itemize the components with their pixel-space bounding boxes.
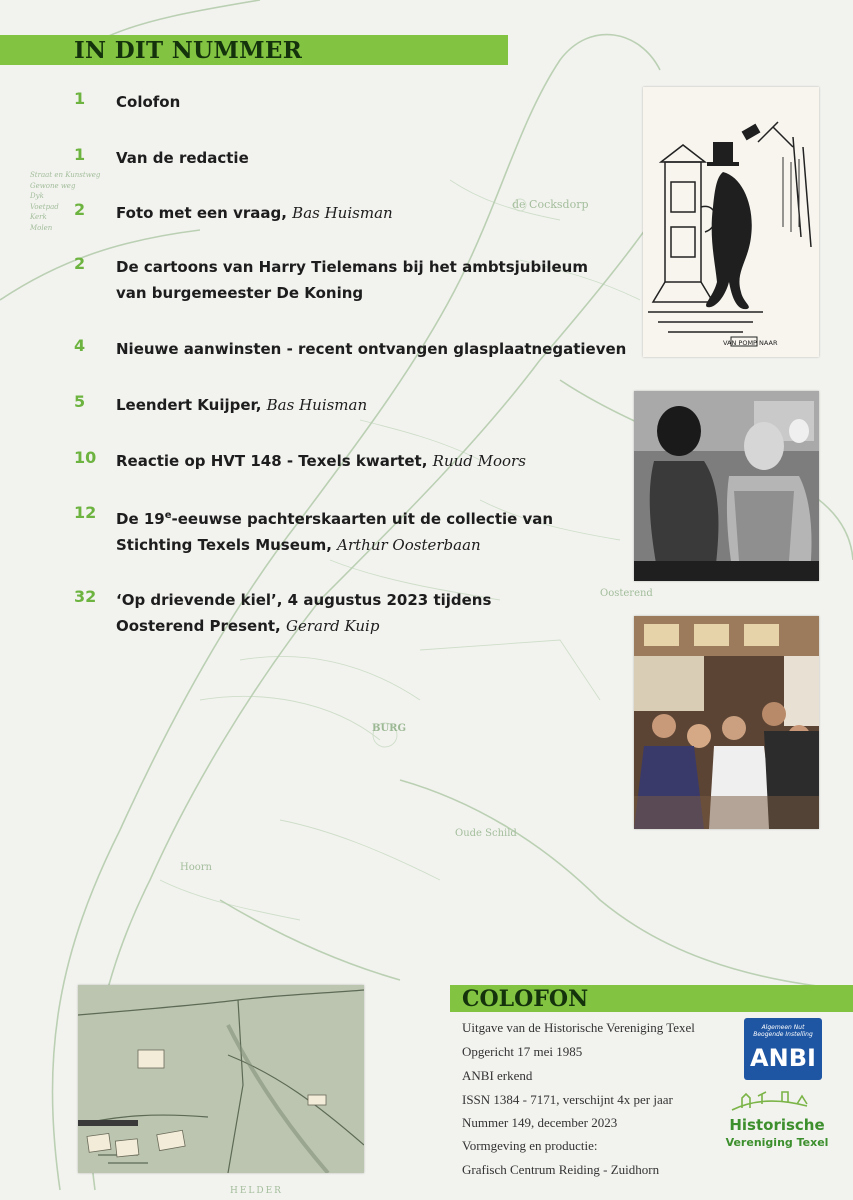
hvt-logo bbox=[722, 1086, 832, 1156]
colofon-line: Grafisch Centrum Reiding - Zuidhorn bbox=[462, 1162, 660, 1177]
map-label-oosterend: Oosterend bbox=[600, 588, 653, 599]
hvt-name: Historische bbox=[729, 1116, 825, 1134]
group-photo-scene bbox=[634, 616, 819, 829]
map-legend-item: Gewone weg bbox=[30, 181, 76, 190]
map-legend-item: Molen bbox=[30, 223, 53, 232]
toc-title: ‘Op drievende kiel’, 4 augustus 2023 tijdens Oosterend Present, Gerard Kuip bbox=[116, 591, 492, 635]
anbi-logo bbox=[744, 1018, 822, 1080]
colofon-line: ANBI erkend bbox=[462, 1068, 533, 1083]
cartoon-image bbox=[643, 87, 819, 357]
cartoon-drawing bbox=[643, 87, 819, 357]
toc-title: De 19e-eeuwse pachterskaarten uit de collectie van Stichting Texels Museum, Arthur Oosterbaan bbox=[116, 510, 554, 554]
map-legend-item: Dyk bbox=[30, 192, 44, 200]
toc-page-number: 4 bbox=[74, 336, 86, 355]
colofon-line: Opgericht 17 mei 1985 bbox=[462, 1044, 583, 1059]
hvt-logo-mark bbox=[722, 1086, 832, 1116]
map-legend-item: Voetpad bbox=[30, 202, 59, 211]
colofon-line: Uitgave van de Historische Vereniging Texel bbox=[462, 1020, 695, 1035]
toc-page-number: 32 bbox=[74, 587, 97, 606]
toc-page-number: 10 bbox=[74, 448, 97, 467]
toc-title: Reactie op HVT 148 - Texels kwartet, Ruud Moors bbox=[116, 452, 526, 470]
map-label-burg: BURG bbox=[372, 723, 407, 734]
map-fragment-image bbox=[78, 985, 364, 1173]
map-legend-item: Kerk bbox=[30, 213, 47, 221]
anbi-wordmark: ANBI bbox=[750, 1044, 816, 1072]
colofon-line: ISSN 1384 - 7171, verschijnt 4x per jaar bbox=[462, 1092, 673, 1107]
toc-page-number: 2 bbox=[74, 200, 86, 219]
toc-page-number: 1 bbox=[74, 145, 86, 164]
hvt-subname: Vereniging Texel bbox=[725, 1136, 829, 1149]
toc-title: Foto met een vraag, Bas Huisman bbox=[116, 204, 393, 222]
toc-title: Van de redactie bbox=[116, 149, 249, 167]
map-fragment-drawing bbox=[78, 985, 364, 1173]
toc-author: Arthur Oosterbaan bbox=[337, 536, 481, 554]
page-title: IN DIT NUMMER bbox=[74, 37, 303, 64]
toc-author: Ruud Moors bbox=[432, 452, 526, 470]
anbi-subtitle: Algemeen Nut bbox=[761, 1024, 805, 1031]
map-label-hoorn: Hoorn bbox=[180, 862, 212, 873]
anbi-subtitle: Beogende Instelling bbox=[753, 1031, 813, 1038]
toc-page-number: 1 bbox=[74, 89, 86, 108]
toc-page-number: 2 bbox=[74, 254, 86, 273]
map-label-helder: HELDER bbox=[230, 1186, 283, 1196]
toc-page-number: 5 bbox=[74, 392, 86, 411]
colofon-line: Vormgeving en productie: bbox=[462, 1138, 598, 1153]
map-legend-item: Straat en Kunstweg bbox=[30, 171, 101, 179]
toc-author: Bas Huisman bbox=[292, 204, 393, 222]
group-photo bbox=[634, 616, 819, 829]
toc-title: De cartoons van Harry Tielemans bij het ambtsjubileum van burgemeester De Koning bbox=[116, 258, 588, 302]
toc-title: Nieuwe aanwinsten - recent ontvangen glasplaatnegatieven bbox=[116, 340, 627, 358]
toc-author: Gerard Kuip bbox=[285, 617, 380, 635]
toc-page-number: 12 bbox=[74, 503, 97, 522]
bw-photo bbox=[634, 391, 819, 581]
colofon-line: Nummer 149, december 2023 bbox=[462, 1115, 618, 1130]
map-label-oudeschild: Oude Schild bbox=[455, 828, 517, 839]
cartoon-sign-text: VAN POMP NAAR bbox=[723, 339, 778, 347]
bw-photo-scene bbox=[634, 391, 819, 581]
toc-title: Colofon bbox=[116, 93, 181, 111]
colofon-title: COLOFON bbox=[462, 986, 589, 1012]
toc-title: Leendert Kuijper, Bas Huisman bbox=[116, 396, 368, 414]
map-label-cocksdorp: de Cocksdorp bbox=[512, 198, 589, 211]
toc-author: Bas Huisman bbox=[266, 396, 368, 414]
